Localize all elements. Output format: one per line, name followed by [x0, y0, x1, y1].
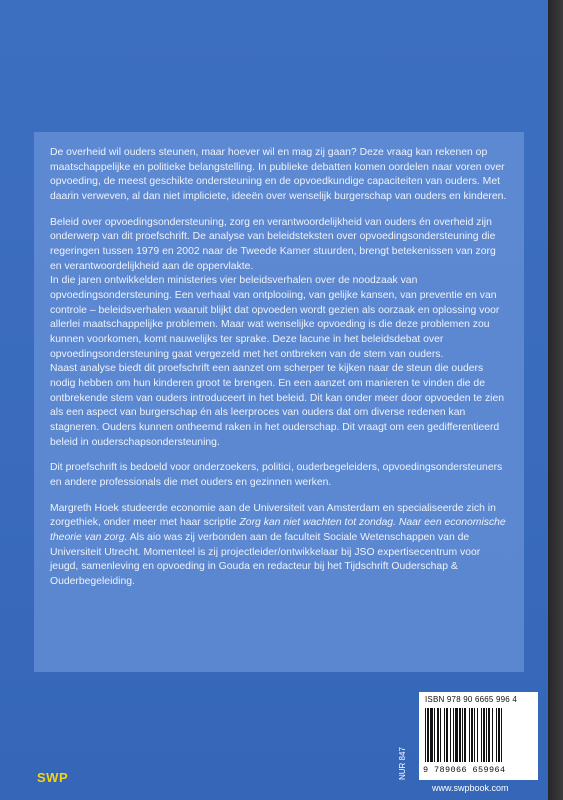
- nur-code: NUR 847: [398, 747, 407, 780]
- barcode-bar: [455, 708, 458, 762]
- author-thesis-title: Zorg kan niet wachten tot zondag. Naar een economische theorie van zorg.: [50, 517, 506, 544]
- thesis-subject-paragraph: Beleid over opvoedingsondersteuning, zorg en verantwoordelijkheid van ouders én overheid zijn onderwerp van dit proefschrift. De analyse van beleidsteksten over opvoedingsondersteuning die regeringen tussen 1979 en 2002 naar de Tweede Kamer stuurden, brengt betekenissen van zorg en verantwoordelijkheid aan de oppervlakte.: [50, 216, 496, 272]
- audience-paragraph: Dit proefschrift is bedoeld voor onderzoekers, politici, ouderbegeleiders, opvoedingsondersteuners en andere professionals die met ouders en gezinnen werken.: [50, 462, 503, 489]
- barcode-bar: [464, 708, 466, 762]
- barcode-bar: [444, 708, 445, 762]
- barcode-graphic: [423, 708, 534, 764]
- barcode-box: [419, 692, 538, 780]
- barcode-bar: [446, 708, 448, 762]
- barcode-bar: [483, 708, 485, 762]
- barcode-bar: [459, 708, 461, 762]
- barcode-bar: [440, 708, 441, 762]
- isbn-label: ISBN 978 90 6665 996 4: [425, 695, 518, 704]
- barcode-bar: [434, 708, 435, 762]
- barcode-bar: [501, 708, 502, 762]
- barcode-bar: [496, 708, 497, 762]
- publisher-website: www.swpbook.com: [432, 783, 509, 793]
- barcode-bar: [471, 708, 473, 762]
- barcode-bar: [481, 708, 482, 762]
- barcode-bar: [427, 708, 429, 762]
- barcode-bar: [430, 708, 433, 762]
- author-bio-part1: Margreth Hoek studeerde economie aan de Universiteit van Amsterdam en specialiseerde zich in zorgethiek, onder meer met haar scriptie: [50, 502, 496, 529]
- barcode-bar: [488, 708, 490, 762]
- page-edge: [548, 0, 563, 800]
- barcode-bar: [492, 708, 493, 762]
- barcode-bar: [453, 708, 454, 762]
- barcode-bar: [474, 708, 475, 762]
- nur-code-wrap: [398, 740, 412, 780]
- barcode-bar: [469, 708, 470, 762]
- barcode-bar: [498, 708, 500, 762]
- publisher-logo: SWP: [37, 770, 69, 785]
- barcode-bar: [450, 708, 451, 762]
- barcode-bar: [462, 708, 463, 762]
- author-bio-part2: Als aio was zij verbonden aan de faculteit Sociale Wetenschappen van de Universiteit Utrecht. Momenteel is zij projectleider/ontwikkelaar bij JSO expertisecentrum voor jeugd, samenleving en opvoeding in Gouda en redacteur bij het Tijdschrift Ouderschap & Ouderbegeleiding.: [50, 532, 481, 588]
- analysis-paragraph: Naast analyse biedt dit proefschrift een aanzet om scherper te kijken naar de steun die ouders nodig hebben om hun kinderen groot te brengen. En een aanzet om manieren te vinden die de ontbrekende stem van ouders introduceert in het beleid. Dit kan onder meer door opvoeden te zien als een aspect van burgerschap én als leerproces van ouders dat om diverse redenen kan stagneren. Ouders kunnen ontheemd raken in het ouderschap. Dit vraagt om een gedifferentieerd beleid in ouderschapsondersteuning.: [50, 363, 505, 448]
- barcode-bar: [477, 708, 478, 762]
- barcode-bar: [437, 708, 439, 762]
- barcode-bar: [425, 708, 426, 762]
- policy-stories-paragraph: In die jaren ontwikkelden ministeries vier beleidsverhalen over de noodzaak van opvoedingsondersteuning. Een verhaal van ontplooiing, van gelijke kansen, van preventie en van controle – beleidsverhalen waaruit blijkt dat opvoeden wordt gezien als oorzaak en oplossing voor allerlei maatschappelijke problemen. Maar wat wenselijke opvoeding is die deze problemen zou kunnen voorkomen, komt nauwelijks ter sprake. Deze lacune in het beleidsdebat over opvoedingsondersteuning gaat vergezeld met het ontbreken van de stem van ouders.: [50, 275, 500, 360]
- blurb-panel: [34, 132, 524, 672]
- barcode-bar: [486, 708, 487, 762]
- intro-paragraph: De overheid wil ouders steunen, maar hoever wil en mag zij gaan? Deze vraag kan rekenen op maatschappelijke en politieke belangstelling. In publieke debatten komen oordelen naar voren over opvoeding, de meest geschikte ondersteuning en de opvoedkundige capaciteiten van ouders. Met daarin verweven, al dan niet impliciete, ideeën over wenselijk burgerschap van ouders en kinderen.: [50, 147, 507, 203]
- author-bio: [50, 502, 508, 590]
- barcode-digits: 9 789066 659964: [423, 765, 506, 775]
